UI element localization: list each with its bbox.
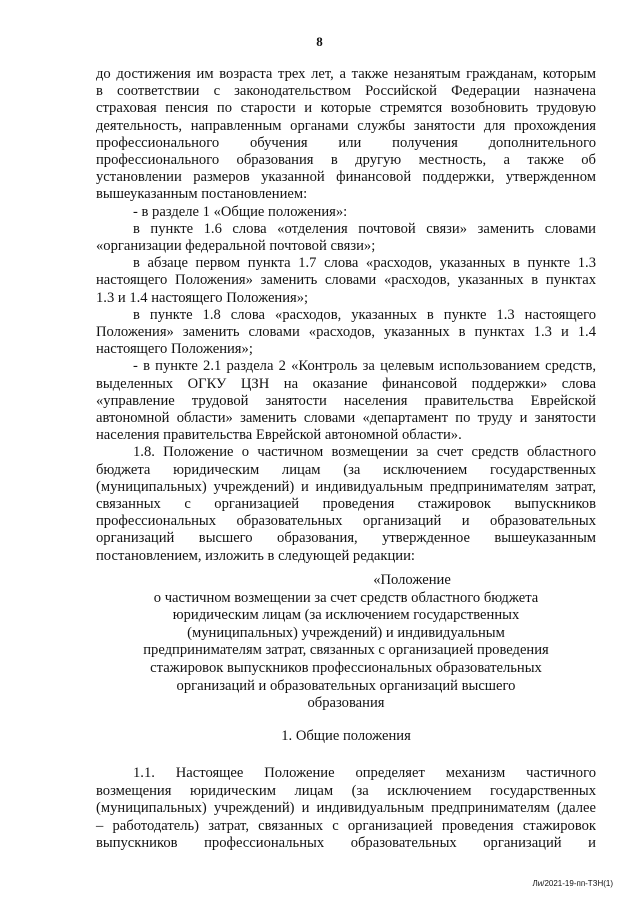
position-title-open: «Положение: [373, 572, 451, 588]
text-line: профессиональных образовательных организаций и образовательных: [96, 513, 596, 530]
document-body: [96, 66, 596, 565]
text-line: Положения» заменить словами «расходов, указанных в пунктах 1.3 и 1.4: [96, 324, 596, 341]
paragraph-section1: [96, 204, 596, 221]
text-line: – работодатель) затрат, связанных с организацией проведения стажировок: [96, 817, 596, 834]
paragraph-1-8-position: [96, 444, 596, 564]
position-title: [96, 572, 596, 713]
position-title-line: предпринимателям затрат, связанных с организацией проведения: [143, 642, 549, 659]
position-title-line: юридическим лицам (за исключением государственных: [172, 607, 520, 624]
position-title-line: организаций и образовательных организаций высшего: [176, 677, 516, 694]
paragraph-2-1: [96, 358, 596, 444]
text-line: в соответствии с законодательством Российской Федерации назначена: [96, 83, 596, 100]
text-line: «управление трудовой занятости населения правительства Еврейской: [96, 392, 596, 409]
position-title-line: стажировок выпускников профессиональных образовательных: [150, 659, 542, 676]
paragraph-1-8: [96, 307, 596, 359]
text-line: 1.3 и 1.4 настоящего Положения»;: [96, 289, 309, 306]
text-line: настоящего Положения»;: [96, 341, 253, 358]
text-line: (муниципальных) учреждений) и индивидуальным предпринимателям затрат,: [96, 478, 596, 495]
position-title-line: образования: [307, 695, 385, 712]
text-line: автономной области» заменить словами «департамент по труду и занятости: [96, 410, 596, 427]
text-line: организаций высшего образования, утвержденное вышеуказанным: [96, 530, 596, 547]
text-line: связанных с организацией проведения стажировок выпускников: [96, 496, 596, 513]
text-line: - в разделе 1 «Общие положения»:: [133, 203, 348, 220]
document-code: Ли/2021-19-пп-ТЗН(1): [532, 879, 613, 888]
text-line: в пункте 1.8 слова «расходов, указанных в пункте 1.3 настоящего: [133, 306, 596, 323]
paragraph-1-1: [96, 765, 596, 853]
text-line: настоящего Положения» заменить словами «расходов, указанных в пунктах: [96, 272, 596, 289]
paragraph-1-6: [96, 221, 596, 255]
text-line: «организации федеральной почтовой связи»;: [96, 238, 376, 255]
text-line: в абзаце первом пункта 1.7 слова «расходов, указанных в пункте 1.3: [133, 255, 596, 272]
text-line: профессионального образования в другую местность, а также об: [96, 152, 596, 169]
text-line: до достижения им возраста трех лет, а также незанятым гражданам, которым: [96, 66, 596, 82]
text-line: возмещения юридическим лицам (за исключением государственных: [96, 782, 596, 799]
text-line: вышеуказанным постановлением:: [96, 186, 308, 203]
text-line: постановлением, изложить в следующей редакции:: [96, 547, 415, 564]
text-line: в пункте 1.6 слова «отделения почтовой связи» заменить словами: [133, 220, 596, 237]
section-body: [96, 765, 596, 853]
position-title-line: (муниципальных) учреждений) и индивидуальным: [187, 624, 505, 641]
text-line: (муниципальных) учреждений) и индивидуальным предпринимателям (далее: [96, 800, 596, 817]
text-line: установлении размеров указанной финансовой поддержки, утвержденном: [96, 169, 596, 186]
text-line: - в пункте 2.1 раздела 2 «Контроль за целевым использованием средств,: [133, 358, 596, 375]
text-line: профессионального обучения или получения дополнительного: [96, 134, 596, 151]
text-line: выпускников профессиональных образовательных организаций и: [96, 835, 596, 852]
text-line: 1.1. Настоящее Положение определяет механизм частичного: [133, 765, 596, 781]
text-line: населения правительства Еврейской автономной области».: [96, 427, 462, 444]
section-heading: 1. Общие положения: [281, 728, 411, 744]
text-line: деятельность, направленным органами службы занятости для прохождения: [96, 117, 596, 134]
text-line: страховая пенсия по старости и которые стремятся возобновить трудовую: [96, 100, 596, 117]
text-line: бюджета юридическим лицам (за исключением государственных: [96, 461, 596, 478]
position-title-line: о частичном возмещении за счет средств областного бюджета: [153, 589, 539, 606]
paragraph-intro: [96, 66, 596, 204]
text-line: 1.8. Положение о частичном возмещении за счет средств областного: [133, 444, 596, 461]
paragraph-1-7: [96, 255, 596, 307]
page-number: 8: [316, 34, 323, 49]
text-line: выделенных ОГКУ ЦЗН на оказание финансовой поддержки» слова: [96, 375, 596, 392]
